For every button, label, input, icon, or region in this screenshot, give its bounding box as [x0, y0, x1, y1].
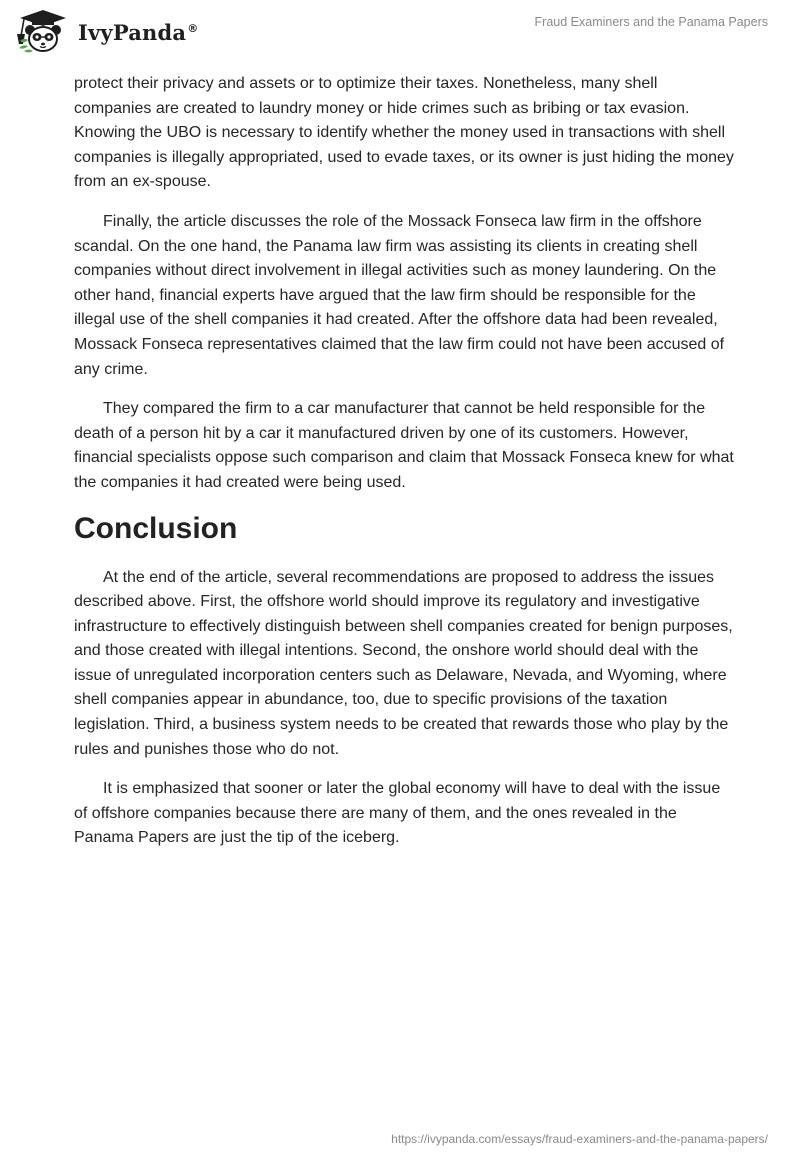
paragraph-global-economy: It is emphasized that sooner or later the global economy will have to deal with the issue of offshore companies because there are many of them, and the ones revealed in the Panama Papers are just the tip of the iceberg. — [74, 780, 721, 847]
registered-mark: ® — [187, 21, 199, 35]
brand-name: IvyPanda® — [78, 19, 199, 45]
conclusion-heading: Conclusion — [74, 511, 238, 545]
panda-graduate-icon — [14, 8, 72, 54]
source-url[interactable]: https://ivypanda.com/essays/fraud-examiners-and-the-panama-papers/ — [391, 1132, 768, 1146]
paragraph-mossack-fonseca-role: Finally, the article discusses the role of the Mossack Fonseca law firm in the offshore scandal. On the one hand, the Panama law firm was assisting its clients in creating shell companies without direct involvement in illegal activities such as money laundering. On the other hand, financial experts have argued that the law firm should be responsible for the illegal use of the shell companies it had created. After the offshore data had been revealed, Mossack Fonseca representatives claimed that the law firm could not have been accused of any crime. — [74, 212, 725, 378]
brand-logo[interactable] — [14, 8, 198, 54]
paragraph-car-manufacturer-comparison: They compared the firm to a car manufacturer that cannot be held responsible for the death of a person hit by a car it manufactured driven by one of its customers. However, financial specialists oppose such comparison and claim that Mossack Fonseca knew for what the companies it had created were being used. — [74, 400, 734, 491]
page-header — [0, 0, 800, 64]
essay-body — [74, 72, 734, 866]
document-title: Fraud Examiners and the Panama Papers — [534, 15, 768, 29]
paragraph-recommendations: At the end of the article, several recommendations are proposed to address the issues described above. First, the offshore world should improve its regulatory and investigative infrastructure to effectively distinguish between shell companies created for benign purposes, and those created with illegal intentions. Second, the onshore world should deal with the issue of unregulated incorporation centers such as Delaware, Nevada, and Wyoming, where shell companies appear in abundance, too, due to specific provisions of the taxation legislation. Third, a business system needs to be created that rewards those who play by the rules and punishes those who do not. — [74, 568, 733, 758]
paragraph-continued: protect their privacy and assets or to optimize their taxes. Nonetheless, many shell companies are created to laundry money or hide crimes such as bribing or tax evasion. Knowing the UBO is necessary to identify whether the money used in transactions with shell companies is illegally appropriated, used to evade taxes, or its owner is just hiding the money from an ex-spouse. — [74, 75, 734, 191]
